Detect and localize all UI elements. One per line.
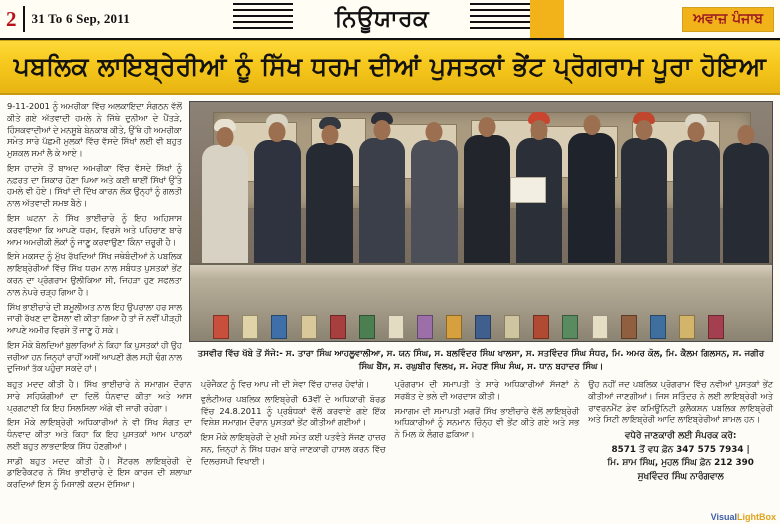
headline-banner: [0, 40, 780, 95]
bottom-column-4: [588, 379, 773, 494]
person: [359, 138, 406, 270]
watermark: [711, 512, 776, 522]
paragraph: ਸਮਾਗਮ ਦੀ ਸਮਾਪਤੀ ਮਗਰੋਂ ਸਿੱਖ ਭਾਈਚਾਰੇ ਵੱਲੋਂ ਲਾਇਬ੍ਰੇਰੀ ਅਧਿਕਾਰੀਆਂ ਨੂੰ ਸਨਮਾਨ ਚਿੰਨ੍ਹ ਵੀ ਭੇਂਟ ਕੀਤੇ ਗਏ ਅਤੇ ਸਭ ਨੇ ਮਿਲ ਕੇ ਲੰਗਰ ਛਕਿਆ।: [394, 405, 580, 440]
bottom-columns: [7, 379, 773, 494]
photo-caption: ਤਸਵੀਰ ਵਿੱਚ ਖੱਬੇ ਤੋਂ ਸੱਜੇ:- ਸ. ਤਾਰਾ ਸਿੰਘ ਆਹਲੂਵਾਲੀਆ, ਸ. ਯਨ ਸਿੰਘ, ਸ. ਬਲਵਿੰਦਰ ਸਿੰਘ ਖਾਲਸਾ, ਸ. ਸਤਵਿੰਦਰ ਸਿੰਘ ਸੰਧਰ, ਮਿ. ਅਮਰ ਕੋਲ, ਮਿ. ਕੈਲਮ ਗਿਲਸਨ, ਸ. ਜਗੀਰ ਸਿੰਘ ਬੈਂਸ, ਸ. ਰਘੁਬੀਰ ਵਿਲਖ, ਸ. ਮੋਹਣ ਸਿੰਘ ਸੰਘ, ਸ. ਧਾਨ ਬਹਾਦਰ ਸਿੰਘ।: [197, 349, 765, 372]
contact-line: ਸੁਖਵਿੰਦਰ ਸਿੰਘ ਨਾਰੰਗਵਾਲ: [637, 471, 724, 482]
person: [568, 133, 615, 269]
person: [411, 140, 458, 269]
top-row: [7, 101, 773, 373]
paragraph: ਇਸ ਹਾਦਸੇ ਤੋਂ ਬਾਅਦ ਅਮਰੀਕਾ ਵਿੱਚ ਵੱਸਦੇ ਸਿੱਖਾਂ ਨੂੰ ਨਫ਼ਰਤ ਦਾ ਸ਼ਿਕਾਰ ਹੋਣਾ ਪਿਆ ਅਤੇ ਕਈ ਥਾਈਂ ਸਿੱਖਾਂ ਉੱਤੇ ਹਮਲੇ ਵੀ ਹੋਏ। ਸਿੱਖਾਂ ਦੀ ਦਿੱਖ ਕਾਰਨ ਲੋਕ ਉਨ੍ਹਾਂ ਨੂੰ ਗਲਤੀ ਨਾਲ ਅੱਤਵਾਦੀ ਸਮਝ ਬੈਠੇ।: [7, 162, 182, 209]
person: [306, 143, 353, 270]
issue-date: 31 To 6 Sep, 2011: [31, 11, 130, 26]
watermark-part-1: Visual: [710, 512, 737, 522]
left-column: [7, 101, 182, 373]
masthead-divider: [23, 6, 25, 32]
caption-box: [189, 344, 773, 373]
paragraph: ਇਸੇ ਮਕਸਦ ਨੂੰ ਮੁੱਖ ਰੱਖਦਿਆਂ ਸਿੱਖ ਜਥੇਬੰਦੀਆਂ ਨੇ ਪਬਲਿਕ ਲਾਇਬ੍ਰੇਰੀਆਂ ਵਿੱਚ ਸਿੱਖ ਧਰਮ ਨਾਲ ਸਬੰਧਤ ਪੁਸਤਕਾਂ ਭੇਂਟ ਕਰਨ ਦਾ ਪ੍ਰੋਗਰਾਮ ਉਲੀਕਿਆ ਸੀ, ਜਿਹੜਾ ਹੁਣ ਸਫਲਤਾ ਨਾਲ ਨੇਪਰੇ ਚੜ੍ਹ ਗਿਆ ਹੈ।: [7, 251, 182, 297]
masthead-left: [0, 0, 234, 38]
paragraph: 9-11-2001 ਨੂੰ ਅਮਰੀਕਾ ਵਿੱਚ ਅਲਕਾਇਦਾ ਸੰਗਠਨ ਵੱਲੋਂ ਕੀਤੇ ਗਏ ਅੱਤਵਾਦੀ ਹਮਲੇ ਨੇ ਜਿੱਥੇ ਦੁਨੀਆ ਦੇ ਪੈਂਤੜੇ, ਹਿੰਸਕਵਾਦੀਆਂ ਦੇ ਮਨਸੂਬੇ ਬੇਨਕਾਬ ਕੀਤੇ, ਉੱਥੇ ਹੀ ਅਮਰੀਕਾ ਸਮੇਤ ਸਾਰੇ ਪੱਛਮੀ ਮੁਲਕਾਂ ਵਿੱਚ ਵੱਸਦੇ ਸਿੱਖਾਂ ਲਈ ਵੀ ਬਹੁਤ ਮੁਸ਼ਕਲ ਸਮਾਂ ਲੈ ਕੇ ਆਏ।: [7, 101, 182, 159]
paragraph: ਸਿੱਖ ਭਾਈਚਾਰੇ ਦੀ ਸ਼ਮੂਲੀਅਤ ਨਾਲ ਇਹ ਉਪਰਾਲਾ ਹਰ ਸਾਲ ਜਾਰੀ ਰੱਖਣ ਦਾ ਫੈਸਲਾ ਵੀ ਕੀਤਾ ਗਿਆ ਹੈ ਤਾਂ ਜੋ ਨਵੀਂ ਪੀੜ੍ਹੀ ਆਪਣੇ ਅਮੀਰ ਵਿਰਸੇ ਤੋਂ ਜਾਣੂ ਹੋ ਸਕੇ।: [7, 301, 182, 336]
paragraph: ਉਹ ਨਹੀਂ ਜਦ ਪਬਲਿਕ ਪ੍ਰੋਗਰਾਮ ਵਿੱਚ ਨਵੀਆਂ ਪੁਸਤਕਾਂ ਭੇਂਟ ਕੀਤੀਆਂ ਜਾਣਗੀਆਂ। ਜਿਸ ਸਤਿੰਦਰ ਨੇ ਲਈ ਲਾਇਬ੍ਰੇਰੀ ਅਤੇ ਰਾਵਰਨਮੈਂਟ ਡੇਵ ਕਮਿਊਨਿਟੀ ਕੁਲੈਕਸ਼ਨ ਪਬਲਿਕ ਲਾਇਬ੍ਰੇਰੀ ਅਤੇ ਸਿਟੀ ਲਾਇਬ੍ਰੇਰੀ ਆਦਿ ਲਾਇਬ੍ਰੇਰੀਆਂ ਸ਼ਾਮਲ ਹਨ।: [588, 379, 773, 425]
bottom-column-2: [201, 379, 386, 494]
person: [621, 138, 668, 270]
paragraph: ਇਸ ਮੌਕੇ ਬੋਲਦਿਆਂ ਬੁਲਾਰਿਆਂ ਨੇ ਕਿਹਾ ਕਿ ਪੁਸਤਕਾਂ ਹੀ ਉਹ ਜ਼ਰੀਆ ਹਨ ਜਿਨ੍ਹਾਂ ਰਾਹੀਂ ਅਸੀਂ ਆਪਣੀ ਗੱਲ ਸਹੀ ਢੰਗ ਨਾਲ ਦੂਜਿਆਂ ਤੱਕ ਪਹੁੰਚਾ ਸਕਦੇ ਹਾਂ।: [7, 339, 182, 373]
paragraph: ਵੁਲੰਟੀਅਰ ਪਬਲਿਕ ਲਾਇਬ੍ਰੇਰੀ 63ਵੀਂ ਦੇ ਅਧਿਕਾਰੀ ਬੋਰਡ ਵਿੱਚ 24.8.2011 ਨੂੰ ਪ੍ਰਬੰਧਕਾਂ ਵੱਲੋਂ ਕਰਵਾਏ ਗਏ ਇੱਕ ਵਿਸ਼ੇਸ਼ ਸਮਾਗਮ ਦੌਰਾਨ ਪੁਸਤਕਾਂ ਭੇਂਟ ਕੀਤੀਆਂ ਗਈਆਂ।: [200, 393, 386, 428]
paragraph: ਇਸ ਘਟਨਾ ਨੇ ਸਿੱਖ ਭਾਈਚਾਰੇ ਨੂੰ ਇਹ ਅਹਿਸਾਸ ਕਰਵਾਇਆ ਕਿ ਆਪਣੇ ਧਰਮ, ਵਿਰਸੇ ਅਤੇ ਪਹਿਚਾਣ ਬਾਰੇ ਆਮ ਅਮਰੀਕੀ ਲੋਕਾਂ ਨੂੰ ਜਾਣੂ ਕਰਵਾਉਣਾ ਕਿੰਨਾ ਜ਼ਰੂਰੀ ਹੈ।: [7, 213, 182, 247]
brand-badge: ਅਵਾਜ਼ ਪੰਜਾਬ: [682, 7, 774, 32]
contact-block: [588, 430, 773, 483]
paragraph: ਇਸ ਮੌਕੇ ਲਾਇਬ੍ਰੇਰੀ ਦੇ ਮੁਖੀ ਸਮੇਤ ਕਈ ਪਤਵੰਤੇ ਸੱਜਣ ਹਾਜ਼ਰ ਸਨ, ਜਿਨ੍ਹਾਂ ਨੇ ਸਿੱਖ ਧਰਮ ਬਾਰੇ ਜਾਣਕਾਰੀ ਹਾਸਲ ਕਰਨ ਵਿੱਚ ਦਿਲਚਸਪੀ ਵਿਖਾਈ।: [200, 432, 386, 466]
person: [516, 138, 563, 270]
contact-line: ਮਿ. ਸ਼ਾਮ ਸਿੰਘ, ਮੁਹਲ ਸਿੰਘ ਫ਼ੋਨ 212 390: [607, 458, 754, 469]
paragraph: ਬਹੁਤ ਮਦਦ ਕੀਤੀ ਹੈ। ਸਿੱਖ ਭਾਈਚਾਰੇ ਨੇ ਸਮਾਗਮ ਦੌਰਾਨ ਸਾਰੇ ਸਹਿਯੋਗੀਆਂ ਦਾ ਦਿਲੋਂ ਧੰਨਵਾਦ ਕੀਤਾ ਅਤੇ ਆਸ ਪ੍ਰਗਟਾਈ ਕਿ ਇਹ ਸਿਲਸਿਲਾ ਅੱਗੇ ਵੀ ਜਾਰੀ ਰਹੇਗਾ।: [7, 379, 192, 413]
bottom-column-3: [395, 379, 580, 494]
page-number: 2: [6, 6, 17, 31]
person: [464, 135, 511, 269]
contact-line: 8571 ਤੋਂ ਵਧ ਫ਼ੋਨ 347 575 7934 |: [611, 444, 750, 455]
masthead: [0, 0, 780, 40]
watermark-part-2: LightBox: [737, 512, 776, 522]
person: [723, 143, 770, 270]
paragraph: ਪ੍ਰੋਗਰਾਮ ਦੀ ਸਮਾਪਤੀ ਤੇ ਸਾਰੇ ਅਧਿਕਾਰੀਆਂ ਸੱਜਣਾਂ ਨੇ ਸਰਬੱਤ ਦੇ ਭਲੇ ਦੀ ਅਰਦਾਸ ਕੀਤੀ।: [394, 379, 580, 401]
paragraph: ਪ੍ਰੋਜੈਕਟ ਨੂੰ ਵਿਚ ਆਪ ਜੀ ਦੀ ਸੇਵਾ ਵਿੱਚ ਹਾਜ਼ਰ ਹੋਵਾਂਗੇ।: [200, 379, 370, 389]
group-photo: [189, 101, 773, 342]
person: [254, 140, 301, 269]
paragraph: ਇਸ ਮੌਕੇ ਲਾਇਬ੍ਰੇਰੀ ਅਧਿਕਾਰੀਆਂ ਨੇ ਵੀ ਸਿੱਖ ਸੰਗਤ ਦਾ ਧੰਨਵਾਦ ਕੀਤਾ ਅਤੇ ਕਿਹਾ ਕਿ ਇਹ ਪੁਸਤਕਾਂ ਆਮ ਪਾਠਕਾਂ ਲਈ ਬਹੁਤ ਲਾਭਦਾਇਕ ਸਿੱਧ ਹੋਣਗੀਆਂ।: [7, 417, 192, 451]
yellow-accent-bar: [530, 0, 564, 38]
book-display-table: [190, 263, 772, 342]
person: [202, 145, 249, 269]
bottom-column-1: [7, 379, 192, 494]
person: [673, 140, 720, 269]
article-body: [0, 95, 780, 527]
headline-text: ਪਬਲਿਕ ਲਾਇਬ੍ਰੇਰੀਆਂ ਨੂੰ ਸਿੱਖ ਧਰਮ ਦੀਆਂ ਪੁਸਤਕਾਂ ਭੇਂਟ ਪ੍ਰੋਗਰਾਮ ਪੂਰਾ ਹੋਇਆ: [13, 52, 767, 82]
contact-line: ਵਧੇਰੇ ਜਾਣਕਾਰੀ ਲਈ ਸੰਪਰਕ ਕਰੋ:: [624, 431, 737, 442]
decorative-lines-right: [470, 3, 530, 35]
decorative-lines-left: [233, 3, 293, 35]
paragraph: ਸਾਡੀ ਬਹੁਤ ਮਦਦ ਕੀਤੀ ਹੈ। ਸੈਂਟਰਲ ਲਾਇਬ੍ਰੇਰੀ ਦੇ ਡਾਇਰੈਕਟਰ ਨੇ ਸਿੱਖ ਭਾਈਚਾਰੇ ਦੇ ਇਸ ਕਾਰਜ ਦੀ ਸ਼ਲਾਘਾ ਕਰਦਿਆਂ ਇਸ ਨੂੰ ਮਿਸਾਲੀ ਕਦਮ ਦੱਸਿਆ।: [7, 455, 192, 490]
paper-title: ਨਿਊਯਾਰਕ: [334, 6, 430, 32]
masthead-right: [530, 0, 780, 38]
